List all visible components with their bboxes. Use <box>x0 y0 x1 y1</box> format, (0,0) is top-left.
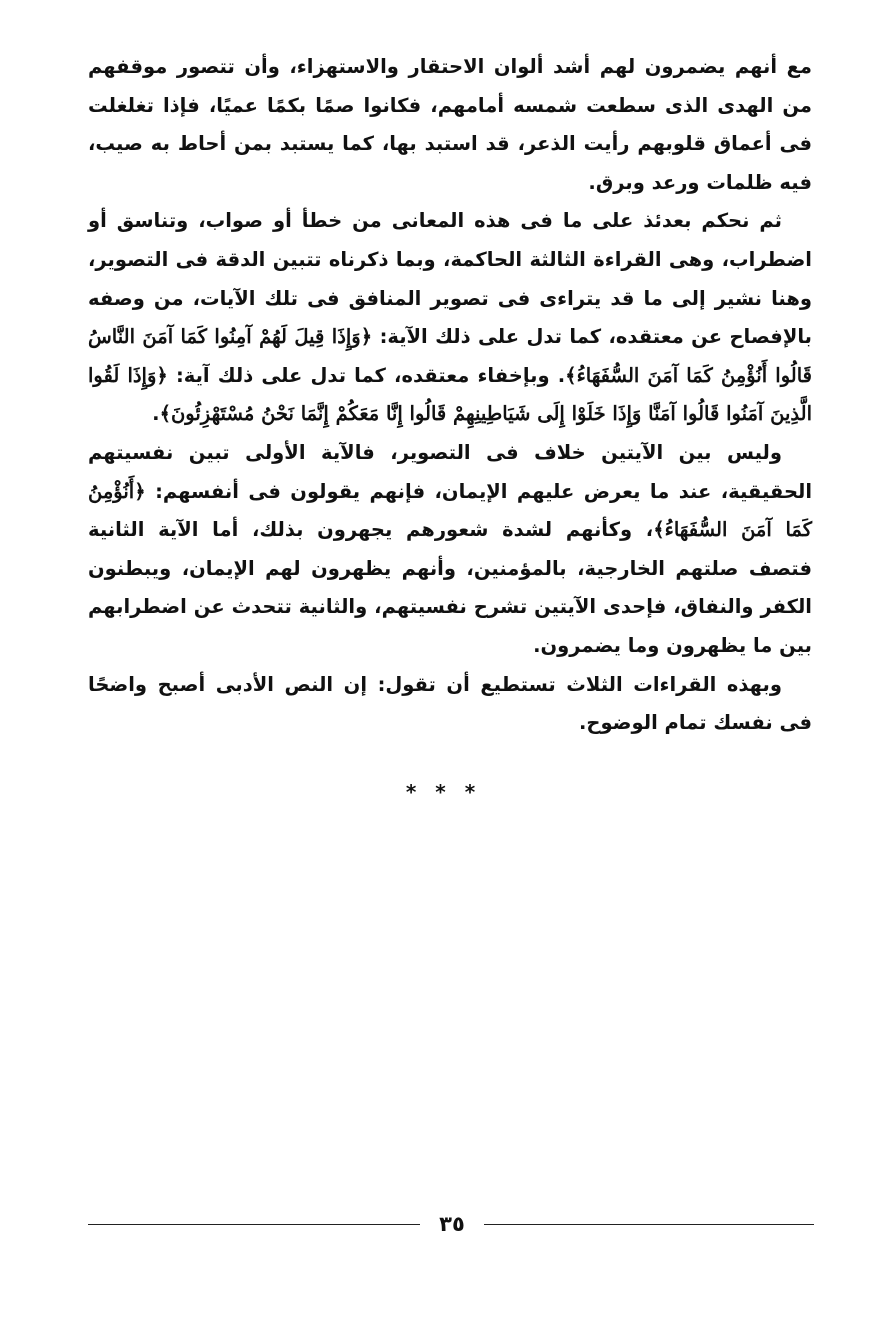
page-footer <box>88 1210 814 1240</box>
paragraph-2-text-1: ثم نحكم بعدئذ على ما فى هذه المعانى من خطأ أو صواب، وتناسق أو اضطراب، وهى القراءة الثالثة الحاكمة، وبما ذكرناه تتبين الدقة فى التصوير، وهنا نشير إلى ما قد يتراءى فى تصوير المنافق فى تلك الآيات، من وصفه بالإفصاح عن معتقده، كما تدل على ذلك الآية: <box>88 209 812 349</box>
quran-verse-2: ﴿وَإِذَا لَقُوا الَّذِينَ آمَنُوا قَالُوا آمَنَّا وَإِذَا خَلَوْا إِلَى شَيَاطِينِهِمْ قَالُوا إِنَّا مَعَكُمْ إِنَّمَا نَحْنُ مُسْتَهْزِئُونَ﴾ <box>88 363 812 426</box>
quran-verse-3: ﴿أَنُؤْمِنُ كَمَا آمَنَ السُّفَهَاءُ﴾ <box>88 479 812 542</box>
paragraph-4 <box>88 666 812 743</box>
footer-rule-right <box>484 1224 814 1225</box>
paragraph-4-text: وبهذه القراءات الثلاث تستطيع أن تقول: إن النص الأدبى أصبح واضحًا فى نفسك تمام الوضوح. <box>88 672 812 735</box>
body-text <box>88 48 812 743</box>
paragraph-2-text-3: . <box>152 402 160 426</box>
paragraph-2-text-2: . وبإخفاء معتقده، كما تدل على ذلك آية: <box>167 363 566 387</box>
quran-verse-1: ﴿وَإِذَا قِيلَ لَهُمْ آمِنُوا كَمَا آمَنَ النَّاسُ قَالُوا أَنُؤْمِنُ كَمَا آمَنَ السُّفَهَاءُ﴾ <box>88 325 812 387</box>
paragraph-1-text: مع أنهم يضمرون لهم أشد ألوان الاحتقار والاستهزاء، وأن تتصور موقفهم من الهدى الذى سطعت شمسه أمامهم، فكانوا صمًا بكمًا عميًا، فإذا تغلغلت فى أعماق قلوبهم رأيت الذعر، قد استبد بها، كما يستبد بمن أحاط به صيب، فيه ظلمات ورعد وبرق. <box>88 55 812 194</box>
footer-rule-left <box>88 1224 420 1225</box>
paragraph-3-text-2: ، وكأنهم لشدة شعورهم يجهرون بذلك، أما الآية الثانية فتصف صلتهم الخارجية، بالمؤمنين، وأنهم يظهرون لهم الإيمان، ويبطنون الكفر والنفاق، فإحدى الآيتين تشرح نفسيتهم، والثانية تتحدث عن اضطرابهم بين ما يظهرون وما يضمرون. <box>88 518 812 657</box>
paragraph-1 <box>88 48 812 202</box>
paragraph-2 <box>88 202 812 434</box>
page-number: ٣٥ <box>439 1212 465 1236</box>
paragraph-3-text-1: وليس بين الآيتين خلاف فى التصوير، فالآية الأولى تبين نفسيتهم الحقيقية، عند ما يعرض عليهم الإيمان، فإنهم يقولون فى أنفسهم: <box>88 440 812 503</box>
paragraph-3 <box>88 434 812 666</box>
section-separator: * * * <box>405 780 482 804</box>
